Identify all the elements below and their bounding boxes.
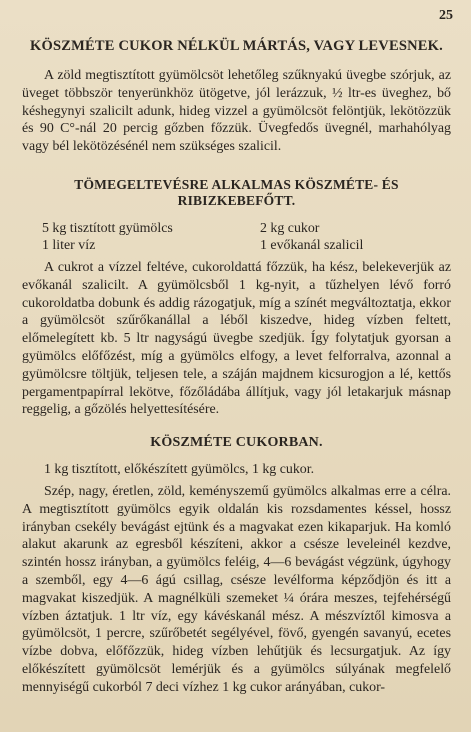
- section-title-bulk-preserve: TÖMEGELTEVÉSRE ALKALMAS KÖSZMÉTE- ÉS RIBIZKEBEFŐTT.: [74, 176, 399, 208]
- section-body-gooseberry-sauce: A zöld megtisztított gyümölcsöt lehetőleg szűknyakú üvegbe szórjuk, az üveget többször tenyerünkhöz ütögetve, jól lerázzuk, ½ ltr-es üveghez, bő késhegynyi szalicilt adunk, hideg vizzel a gyümölcsöt felöntjük, lekötözzük és 90 C°-nál 20 percig gőzben főzzük. Üvegfedős üvegnél, marhahólyag vagy bél lekötözésénél nem szükséges szalicil.: [22, 68, 451, 155]
- section-title-gooseberry-in-sugar: KÖSZMÉTE CUKORBAN.: [150, 435, 323, 451]
- ingredient-item: 2 kg cukor: [260, 220, 320, 236]
- section-body-bulk-preserve: A cukrot a vízzel feltéve, cukoroldattá főzzük, ha kész, belekeverjük az evőkanál szalicilt. A gyümölcsből 1 kg-nyit, a tűzhelyen lévő forró cukoroldatba dobunk és addig rázogatjuk, míg a színét megváltoztatja, ekkor a gyümölcsöt szűrőkanállal a léből kiszedve, hideg vízben feltett, előmelegített kb. 5 ltr nagyságú üvegbe szedjük. Így folytatjuk gyorsan a gyümölcs előfőzést, míg a gyümölcs elfogy, a levet felforralva, azonnal a gyümölcsre töltjük, teljesen tele, a száján majdnem kicsurogjon a lé, kettős pergamentpapírral lekötve, főzőládába állítjuk, vagy jól letakarjuk másnap reggelig, a gőzölés helyettesítésére.: [22, 259, 451, 418]
- ingredient-list: [22, 220, 451, 255]
- ingredient-item: 5 kg tisztított gyümölcs: [42, 220, 173, 236]
- ingredient-line: 1 kg tisztított, előkészített gyümölcs, 1 kg cukor.: [44, 462, 315, 478]
- section-title-gooseberry-sauce: KÖSZMÉTE CUKOR NÉLKÜL MÁRTÁS, VAGY LEVESNEK.: [30, 38, 443, 54]
- section-body-gooseberry-in-sugar: Szép, nagy, éretlen, zöld, keményszemű gyümölcs alkalmas erre a célra. A megtisztított gyümölcs egyik oldalán kis rozsdamentes késsel, hossz irányban csekély bevágást ejtünk és a magvakat ezen kikaparjuk. Ha komló alakut akarunk az egresből készíteni, akkor a csésze leveleinél kezdve, szintén hossz irányban, a gyümölcs feléig, 4—6 bevágást végzünk, úgyhogy a szemből, egy 4—6 ágú csillag, csésze levélforma képződjön és itt a magvakat kiszedjük. A magnélküli szemeket ¼ órára meszes, tejfehérségű vízben áztatjuk. 1 ltr víz, egy kávéskanál mész. A mészvíztől kimosva a gyümölcsöt, 1 percre, szűrőbetét segélyével, fövő, gyengén savanyú, ecetes vízbe dobva, előfőzzük, hideg vízben lehűtjük és lecsurgatjuk. Az így előkészített gyümölcsöt lemérjük és a gyümölcs súlyának megfelelő mennyiségű cukorból 7 deci vízhez 1 kg cukor arányában, cukor-: [22, 483, 451, 695]
- ingredient-item: 1 evőkanál szalicil: [260, 238, 364, 254]
- page-number: 25: [439, 8, 453, 23]
- ingredient-item: 1 liter víz: [42, 238, 96, 254]
